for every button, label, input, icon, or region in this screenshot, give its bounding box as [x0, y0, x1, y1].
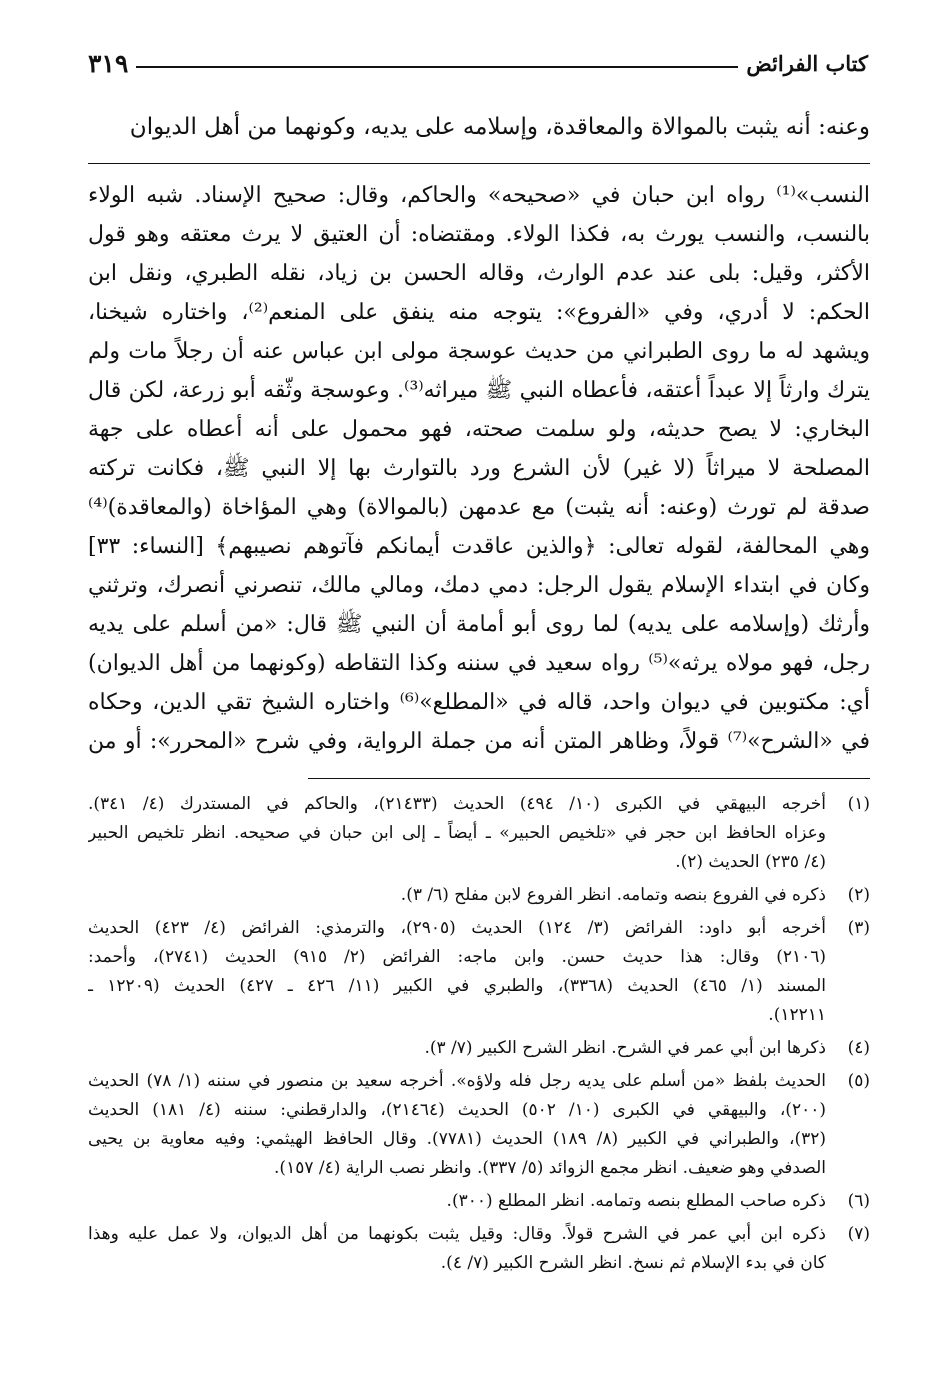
page-number: ٣١٩	[88, 49, 129, 78]
footnote	[88, 1067, 870, 1183]
footnote-line: أخرجه البيهقي في الكبرى (١٠/ ٤٩٤) الحديث (٢١٤٣٣)، والحاكم في المستدرك (٤/ ٣٤١).	[88, 794, 826, 814]
body-line: النسب»⁽¹⁾ رواه ابن حبان في «صحيحه» والحاكم، وقال: صحيح الإسناد. شبه الولاء	[88, 183, 870, 208]
footnote-number: (٤)	[847, 1038, 870, 1058]
book-title: كتاب الفرائض	[746, 51, 868, 76]
matn-divider	[88, 163, 870, 164]
footnote-line: ذكرها ابن أبي عمر في الشرح. انظر الشرح الكبير (٧/ ٣).	[424, 1038, 826, 1058]
header-rule	[136, 66, 738, 68]
body-line: المصلحة لا ميراثاً (لا غير) لأن الشرع ورد بالتوارث بها إلا النبي ﷺ، فكانت تركته	[88, 456, 870, 481]
footnote-line: ذكره ابن أبي عمر في الشرح قولاً. وقال: وقيل يثبت بكونهما من أهل الديوان، ولا عمل عليه وهذا	[88, 1224, 826, 1244]
footnotes	[88, 790, 870, 1282]
body-line: أي: مكتوبين في ديوان واحد، قاله في «المطلع»⁽⁶⁾ واختاره الشيخ تقي الدين، وحكاه	[88, 690, 870, 715]
matn-text: وعنه: أنه يثبت بالموالاة والمعاقدة، وإسلامه على يديه، وكونهما من أهل الديوان	[129, 114, 870, 140]
footnote-line: (٣٢)، والطبراني في الكبير (٨/ ١٨٩) الحديث (٧٧٨١). وقال الحافظ الهيثمي: وفيه معاوية بن يحيى	[88, 1129, 826, 1149]
body-line: بالنسب، والنسب يورث به، فكذا الولاء. ومقتضاه: أن العتيق لا يرث معتقه وهو قول	[88, 222, 870, 247]
body-line: وأرثك (وإسلامه على يديه) لما روى أبو أمامة أن النبي ﷺ قال: «من أسلم على يديه	[88, 612, 870, 637]
footnote-divider	[308, 778, 870, 779]
body-line: وكان في ابتداء الإسلام يقول الرجل: دمي دمك، ومالي مالك، تنصرني أنصرك، وترثني	[88, 573, 870, 598]
body-line: الأكثر، وقيل: بلى عند عدم الوارث، وقاله الحسن بن زياد، نقله الطبري، ونقل ابن	[88, 261, 870, 286]
footnote-line: وعزاه الحافظ ابن حجر في «تلخيص الحبير» ـ أيضاً ـ إلى ابن حبان في صحيحه. انظر تلخيص الحبير	[88, 823, 826, 843]
footnote	[88, 914, 870, 1030]
body-line: البخاري: لا يصح حديثه، ولو سلمت صحته، فهو محمول على أنه أعطاه على جهة	[88, 417, 870, 442]
footnote-line: ذكره صاحب المطلع بنصه وتمامه. انظر المطلع (٣٠٠).	[446, 1191, 826, 1211]
footnote-line: المسند (١/ ٤٦٥) الحديث (٣٣٦٨)، والطبري في الكبير (١١/ ٤٢٦ ـ ٤٢٧) الحديث (١٢٢٠٩ ـ	[88, 976, 826, 996]
footnote-line: (٢٠٠)، والبيهقي في الكبرى (١٠/ ٥٠٢) الحديث (٢١٤٦٤)، والدارقطني: سننه (٤/ ١٨١) الحديث	[88, 1100, 826, 1120]
footnote	[88, 1034, 870, 1063]
body-line: الحكم: لا أدري، وفي «الفروع»: يتوجه منه ينفق على المنعم⁽²⁾، واختاره شيخنا،	[88, 300, 870, 325]
footnote	[88, 1220, 870, 1278]
running-header	[88, 40, 868, 80]
footnote-number: (٧)	[847, 1224, 870, 1244]
body-line: وهي المحالفة، لقوله تعالى: ﴿والذين عاقدت أيمانكم فآتوهم نصيبهم﴾ [النساء: ٣٣]	[88, 534, 870, 559]
footnote-line: كان في بدء الإسلام ثم نسخ. انظر الشرح الكبير (٧/ ٤).	[440, 1253, 826, 1273]
footnote-number: (١)	[847, 794, 870, 814]
footnote	[88, 790, 870, 877]
body-line: يترك وارثاً إلا عبداً أعتقه، فأعطاه النبي ﷺ ميراثه⁽³⁾. وعوسجة وثّقه أبو زرعة، لكن قال	[88, 378, 870, 403]
footnote-number: (٣)	[847, 918, 870, 938]
body-line: في «الشرح»⁽⁷⁾ قولاً، وظاهر المتن أنه من جملة الرواية، وفي شرح «المحرر»: أو من	[88, 729, 870, 754]
commentary-body	[88, 176, 870, 761]
footnote-number: (٢)	[847, 885, 870, 905]
footnote-line: (٤/ ٢٣٥) الحديث (٢).	[675, 852, 826, 872]
footnote-line: الحديث بلفظ «من أسلم على يديه رجل فله ولاؤه». أخرجه سعيد بن منصور في سننه (١/ ٧٨) الحديث	[88, 1071, 826, 1091]
body-line: ويشهد له ما روى الطبراني من حديث عوسجة مولى ابن عباس عنه أن رجلاً مات ولم	[88, 339, 870, 364]
body-line: صدقة لم تورث (وعنه: أنه يثبت) مع عدمهن (بالموالاة) وهي المؤاخاة (والمعاقدة)⁽⁴⁾	[88, 495, 870, 520]
body-line: رجل، فهو مولاه يرثه»⁽⁵⁾ رواه سعيد في سننه وكذا التقاطه (وكونهما من أهل الديوان)	[88, 651, 870, 676]
footnote-line: الصدفي وهو ضعيف. انظر مجمع الزوائد (٥/ ٣٣٧). وانظر نصب الراية (٤/ ١٥٧).	[274, 1158, 826, 1178]
footnote	[88, 1187, 870, 1216]
footnote-line: ذكره في الفروع بنصه وتمامه. انظر الفروع لابن مفلح (٦/ ٣).	[400, 885, 826, 905]
footnote-number: (٦)	[847, 1191, 870, 1211]
footnote	[88, 881, 870, 910]
footnote-line: (٢١٠٦) وقال: هذا حديث حسن. وابن ماجه: الفرائض (٢/ ٩١٥) الحديث (٢٧٤١)، وأحمد:	[88, 947, 826, 967]
footnote-line: أخرجه أبو داود: الفرائض (٣/ ١٢٤) الحديث (٢٩٠٥)، والترمذي: الفرائض (٤/ ٤٢٣) الحديث	[88, 918, 826, 938]
footnote-line: ١٢٢١١).	[768, 1005, 826, 1025]
footnote-number: (٥)	[847, 1071, 870, 1091]
